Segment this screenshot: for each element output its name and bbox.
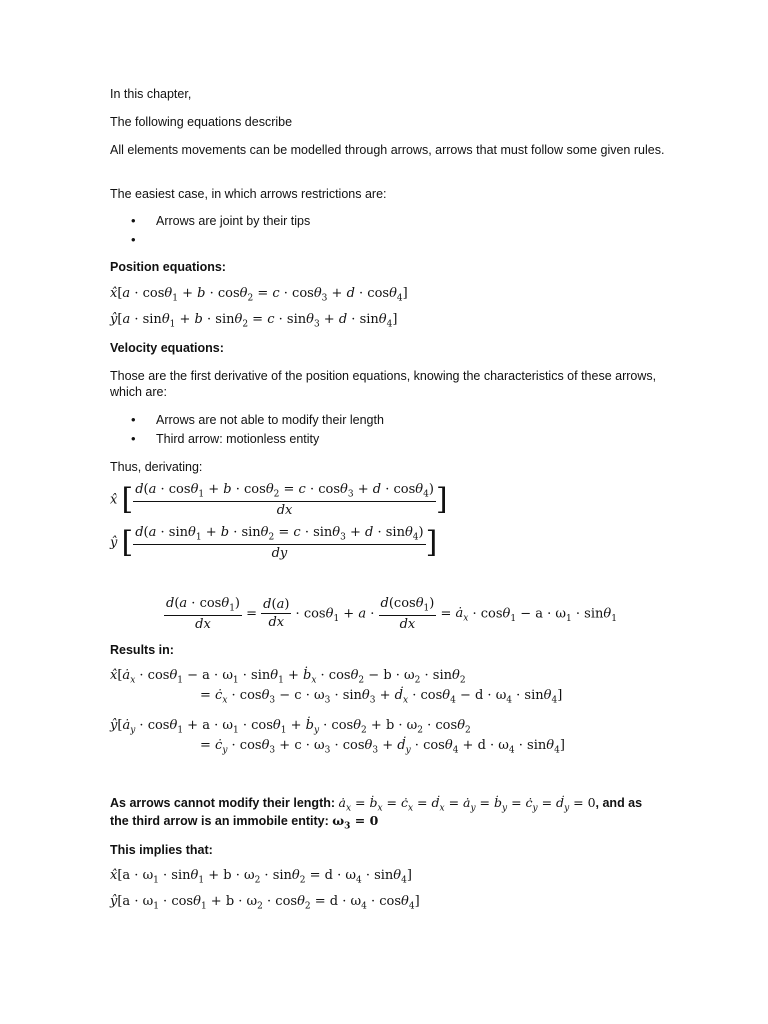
length-constraint-text: As arrows cannot modify their length: [110, 796, 336, 810]
immobile-constraint-text: the third arrow is an immobile entity: [110, 814, 329, 828]
derivative-paragraph: Those are the first derivative of the position equations, knowing the characteristics of these arrows, which are: [110, 369, 657, 399]
final-equation-x: x̂[a · $\omega_1 \cdot \sin\theta_1 + b \cdot \omega_2 \cdot \sin\theta_2 = d \cdot \omega_4 \cdot \sin\theta_4$] [110, 868, 412, 886]
result-equation-y-line2: = $ċ_y \cdot \cos\theta_3 + c \cdot \omega_3 \cdot \cos\theta_3$ + ḋ$_y$ · $\cos\theta_4 + d \cdot \omega_4 \cdot \sin\theta_4$] [200, 738, 565, 756]
bullet-joint-tips: Arrows are joint by their tips [156, 214, 311, 228]
product-rule-equation: $\frac{d(a \cdot \cos\theta_1)}{dx}$ = $\frac{d(a)}{dx}$ · cosθ$_1$ + a · $\frac{d(\cos\theta_1)}{dx}$ = $ȧ_x \cdot \cos\theta_1 - a \cdot \omega_1 \cdot \sin\theta_1$ [166, 596, 617, 632]
easiest-case-line: The easiest case, in which arrows restrictions are: [110, 187, 387, 201]
derivating-line: Thus, derivating: [110, 460, 203, 474]
velocity-equations-heading: Velocity equations: [110, 341, 224, 355]
bullet-marker: • [131, 213, 136, 228]
position-equations-heading: Position equations: [110, 260, 226, 274]
result-equation-x-line2: = $ċ_x \cdot \cos\theta_3 - c \cdot \omega_3 \cdot \sin\theta_3$ + ḋ$_x$ · $\cos\theta_4 - d \cdot \omega_4 \cdot \sin\theta_4$] [200, 688, 563, 706]
bullet-motionless: Third arrow: motionless entity [156, 432, 320, 446]
derivative-equation-x: x̂ [ $\frac{d(a \cdot \cos\theta_1 + b \cdot \cos\theta_2 = c \cdot \cos\theta_3 + d \cdot \cos\theta_4)}{dx}$ ] [110, 481, 448, 518]
results-heading: Results in: [110, 643, 174, 657]
position-equation-y: ŷ[a · sinθ$_1$ + b · sinθ$_2$ = c · sinθ$_3$ + d · sinθ$_4$] [110, 312, 398, 330]
length-constraint-tail: , and as [595, 796, 643, 810]
implies-line: This implies that: [110, 843, 213, 857]
bullet-marker-empty: • [131, 232, 136, 247]
bullet-length: Arrows are not able to modify their length [156, 413, 384, 427]
bullet-marker: • [131, 412, 136, 427]
omega-zero-formula: $\omega_3 = 0$ [332, 813, 379, 832]
zero-rates-formula: $ȧ_x$ = ḃ$_x$ = $ċ_x$ = ḋ$_x$ = $ȧ_y$ = ḃ$_y$ = $ċ_y$ = ḋ$_y$ = 0 [338, 795, 596, 814]
final-equation-y: ŷ[a · $\omega_1 \cdot \cos\theta_1 + b \cdot \omega_2 \cdot \cos\theta_2 = d \cdot \omega_4 \cdot \cos\theta_4$] [110, 894, 420, 912]
result-equation-y-line1: $ŷ[ȧ_y \cdot \cos\theta_1 + a \cdot \omega_1 \cdot \cos\theta_1$ + ḃ$_y$ · $\cos\theta_2 + b \cdot \omega_2 \cdot \cos\theta_2$ [110, 718, 471, 736]
bullet-marker: • [131, 431, 136, 446]
description-line: The following equations describe [110, 115, 293, 129]
position-equation-x: x̂[a · cosθ$_1$ + b · cosθ$_2$ = c · cosθ$_3$ + d · cosθ$_4$] [110, 286, 408, 304]
arrows-paragraph: All elements movements can be modelled through arrows, arrows that must follow some given rules. [110, 143, 665, 157]
immobile-constraint-line [110, 813, 378, 835]
intro-line: In this chapter, [110, 87, 192, 101]
result-equation-x-line1: $x̂[ȧ_x \cdot \cos\theta_1 - a \cdot \omega_1 \cdot \sin\theta_1$ + ḃ$_x$ · $\cos\theta_2 - b \cdot \omega_2 \cdot \sin\theta_2$ [110, 668, 466, 686]
derivative-equation-y: ŷ [ $\frac{d(a \cdot \sin\theta_1 + b \cdot \sin\theta_2 = c \cdot \sin\theta_3 + d \cdot \sin\theta_4)}{dy}$ ] [110, 524, 438, 561]
